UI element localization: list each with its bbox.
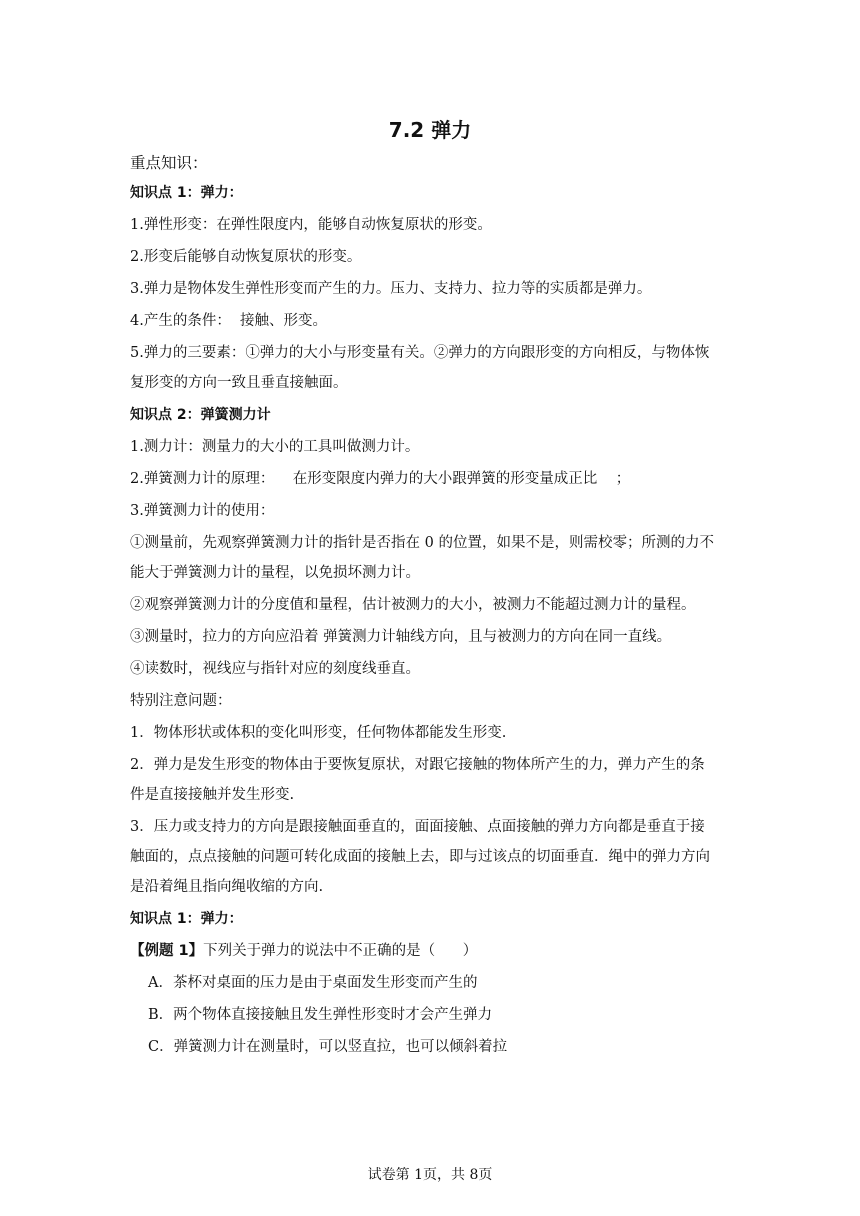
kp2-item: ①测量前，先观察弹簧测力计的指针是否指在 0 的位置，如果不是，则需校零；所测的力不: [130, 535, 714, 551]
note-item: 1．物体形状或体积的变化叫形变，任何物体都能发生形变.: [130, 725, 507, 741]
kp1-heading-repeat: 知识点 1：弹力：: [130, 911, 243, 927]
kp2-item: 3.弹簧测力计的使用：: [130, 503, 275, 519]
kp1-item: 5.弹力的三要素：①弹力的大小与形变量有关。②弹力的方向跟形变的方向相反，与物体恢: [130, 345, 710, 361]
kp1-item: 复形变的方向一致且垂直接触面。: [130, 375, 348, 391]
page-title: 7.2 弹力: [388, 118, 472, 142]
note-item: 触面的，点点接触的问题可转化成面的接触上去，即与过该点的切面垂直．绳中的弹力方向: [130, 849, 710, 865]
key-knowledge-label: 重点知识：: [130, 154, 208, 172]
kp2-item: 2.弹簧测力计的原理： 在形变限度内弹力的大小跟弹簧的形变量成正比 ；: [130, 471, 631, 487]
example-question: [130, 936, 732, 966]
example-question-text: 下列关于弹力的说法中不正确的是（ ）: [203, 943, 478, 959]
document-body: [130, 148, 732, 1062]
kp1-item: 1.弹性形变：在弹性限度内，能够自动恢复原状的形变。: [130, 217, 492, 233]
note-item: 是沿着绳且指向绳收缩的方向.: [130, 879, 324, 895]
note-item: 件是直接接触并发生形变.: [130, 787, 295, 803]
kp2-item: ③测量时，拉力的方向应沿着 弹簧测力计轴线方向，且与被测力的方向在同一直线。: [130, 629, 672, 645]
kp2-item: ②观察弹簧测力计的分度值和量程，估计被测力的大小，被测力不能超过测力计的量程。: [130, 597, 696, 613]
example-option: C．弹簧测力计在测量时，可以竖直拉，也可以倾斜着拉: [148, 1039, 508, 1055]
kp2-item: 能大于弹簧测力计的量程，以免损坏测力计。: [130, 565, 420, 581]
kp2-heading: 知识点 2：弹簧测力计: [130, 407, 271, 423]
kp1-item: 2.形变后能够自动恢复原状的形变。: [130, 249, 362, 265]
example-tag: 【例题 1】: [130, 943, 204, 959]
note-item: 3．压力或支持力的方向是跟接触面垂直的，面面接触、点面接触的弹力方向都是垂直于接: [130, 819, 705, 835]
kp1-item: 4.产生的条件： 接触、形变。: [130, 313, 328, 329]
kp2-item: ④读数时，视线应与指针对应的刻度线垂直。: [130, 661, 420, 677]
kp1-heading: 知识点 1：弹力：: [130, 185, 243, 201]
page-footer: 试卷第 1页，共 8页: [367, 1167, 493, 1183]
note-item: 2．弹力是发生形变的物体由于要恢复原状，对跟它接触的物体所产生的力，弹力产生的条: [130, 757, 705, 773]
kp1-item: 3.弹力是物体发生弹性形变而产生的力。压力、支持力、拉力等的实质都是弹力。: [130, 281, 652, 297]
example-option: B．两个物体直接接触且发生弹性形变时才会产生弹力: [148, 1007, 493, 1023]
notes-label: 特别注意问题：: [130, 693, 232, 709]
kp2-item: 1.测力计：测量力的大小的工具叫做测力计。: [130, 439, 420, 455]
example-option: A．茶杯对桌面的压力是由于桌面发生形变而产生的: [148, 975, 478, 991]
